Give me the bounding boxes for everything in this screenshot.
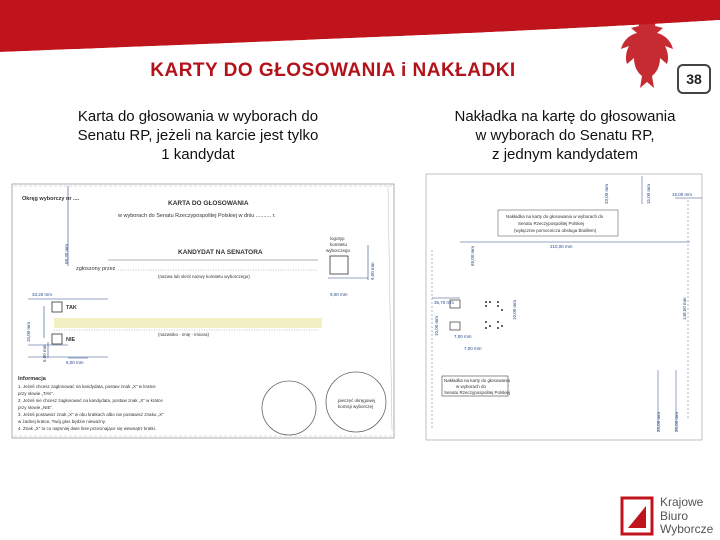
overlay-lines (420, 170, 710, 442)
ballot-title: KARTA DO GŁOSOWANIA (168, 200, 249, 207)
dim-label: 9,00 mm (370, 262, 375, 280)
zgloszony-hint: (nazwa lub skrót nazwy komitetu wyborczego) (158, 274, 250, 279)
dim-label: 15,00 mm (672, 192, 693, 197)
overlay-drawing (420, 170, 710, 442)
dim-label: 33,00 mm (604, 183, 609, 204)
left-heading-line: Senatu RP, jeżeli na karcie jest tylko (77, 127, 319, 144)
stamp-text: pieczęć okręgowej (338, 398, 376, 403)
left-heading-line: 1 kandydat (161, 146, 235, 163)
info-line: 4. Znak „X” to co najmniej dwie linie przecinające się wewnątrz kratki. (18, 426, 157, 431)
dim-label: 6,00 mm (42, 344, 47, 362)
info-line: 2. Jeżeli nie chcesz zagłosować na kandydata, postaw znak „X” w kratce (18, 398, 163, 403)
dim-label: 68,00 mm (470, 245, 475, 266)
logo-line: Biuro (660, 508, 689, 523)
dim-label: 6,00 mm (66, 360, 84, 365)
zgloszony-label: zgłoszony przez (76, 266, 116, 272)
dim-label: 15,00 mm (646, 183, 651, 204)
right-heading-line: Nakładka na kartę do głosowania (454, 108, 676, 125)
info-line: przy słowie „TAK”. (18, 391, 55, 396)
dim-label: 9,00 mm (330, 292, 348, 297)
info-line: przy słowie „NIE”. (18, 405, 54, 410)
kbw-logo (620, 496, 716, 538)
dim-label: 10,00 mm (434, 315, 439, 336)
card-label: w wyborach do (456, 384, 487, 389)
info-line: 1. Jeżeli chcesz zagłosować na kandydata, postaw znak „X” w kratce (18, 384, 156, 389)
dim-label: 33,20 mm (32, 292, 53, 297)
kbw-logo-icon (620, 496, 654, 536)
nazwisko-hint: (nazwisko - imię - imiona) (158, 332, 210, 337)
dim-label: 148,50 mm (682, 297, 687, 320)
kbw-logo-text (660, 496, 713, 537)
page-number: 38 (677, 64, 711, 94)
info-line: 3. Jeżeli postawisz znak „X” w obu kratkach albo nie postawisz znaku „X” (18, 412, 164, 417)
candidate-header: KANDYDAT NA SENATORA (178, 249, 263, 256)
ballot-drawing (8, 180, 398, 442)
right-heading-line: z jednym kandydatem (492, 146, 638, 163)
right-heading (420, 107, 710, 164)
dim-label: 35,00 mm (674, 411, 679, 432)
logo-line: Krajowe (660, 495, 704, 509)
tak-label: TAK (66, 305, 77, 311)
right-heading-line: w wyborach do Senatu RP, (475, 127, 655, 144)
overlay-label: Senatu Rzeczypospolitej Polskiej (518, 221, 585, 226)
dim-label: 7,00 mm (454, 334, 472, 339)
dim-label: 210,00 mm (550, 244, 573, 249)
overlay-label: (wyłącznie pomocnicza obsługa Braillem) (514, 228, 597, 233)
okreg-label: Okręg wyborczy nr .... (22, 196, 80, 202)
logo-line: Wyborcze (660, 522, 714, 536)
logo-hint: wyborczego (326, 248, 351, 253)
logo-hint: komitetu (330, 242, 348, 247)
nie-label: NIE (66, 337, 76, 343)
dim-label: 10,00 mm (512, 299, 517, 320)
ballot-subtitle: w wyborach do Senatu Rzeczypospolitej Polskiej w dniu .......... r. (118, 213, 276, 219)
dim-label: 7,00 mm (464, 346, 482, 351)
card-label: Senatu Rzeczypospolitej Polskiej (444, 390, 511, 395)
info-title: Informacja (18, 376, 46, 382)
dim-label: 25,00 mm (656, 411, 661, 432)
card-label: Nakładka na karty do głosowania (444, 378, 511, 383)
overlay-label: Nakładka na karty do głosowania w wyborach do (506, 214, 604, 219)
dim-label: 68,30 mm (64, 243, 69, 264)
info-line: w żadnej kratce, Twój głos będzie nieważny. (18, 419, 106, 424)
dim-label: 35,70 mm (434, 300, 455, 305)
stamp-text: komisji wyborczej (338, 404, 374, 409)
left-heading-line: Karta do głosowania w wyborach do (77, 108, 319, 125)
dim-label: 10,00 mm (26, 321, 31, 342)
left-heading (42, 107, 354, 164)
logo-hint: logotyp (330, 236, 345, 241)
page-title: KARTY DO GŁOSOWANIA i NAKŁADKI (150, 60, 516, 81)
